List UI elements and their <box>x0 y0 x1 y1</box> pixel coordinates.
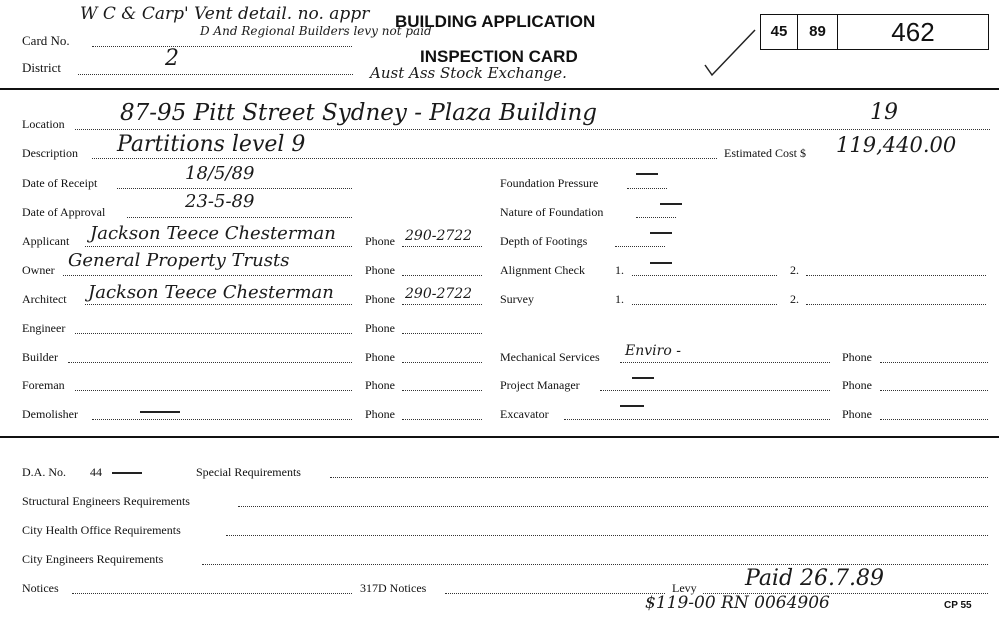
excavator-line <box>564 419 830 420</box>
header-rule <box>0 88 999 90</box>
location-label: Location <box>22 117 65 131</box>
engineer-phone-line <box>402 333 482 334</box>
applicant-label: Applicant <box>22 234 70 248</box>
engineer-phone-label: Phone <box>365 321 395 335</box>
checkmark-icon <box>700 25 760 80</box>
da-no-label: D.A. No. <box>22 465 66 479</box>
owner-value: General Property Trusts <box>68 250 290 271</box>
survey-two: 2. <box>790 292 799 306</box>
demolisher-phone-line <box>402 419 482 420</box>
demolisher-phone-label: Phone <box>365 407 395 421</box>
foundation-pressure-dash <box>636 173 658 175</box>
engineer-line <box>75 333 352 334</box>
date-receipt-line <box>117 188 352 189</box>
excavator-label: Excavator <box>500 407 549 421</box>
card-no-line <box>92 46 352 47</box>
alignment-check-dash <box>650 262 672 264</box>
nature-foundation-label: Nature of Foundation <box>500 205 604 219</box>
date-approval-value: 23-5-89 <box>185 191 255 212</box>
mechanical-services-value: Enviro - <box>625 343 681 359</box>
nature-foundation-line <box>636 217 676 218</box>
form-title: BUILDING APPLICATION <box>395 12 596 31</box>
date-approval-line <box>127 217 352 218</box>
mechanical-services-line <box>620 362 830 363</box>
handwritten-note-builders: D And Regional Builders levy not paid <box>200 24 432 38</box>
district-value: 2 <box>165 46 179 71</box>
structural-engineers-line <box>238 506 988 507</box>
survey-label: Survey <box>500 292 534 306</box>
applicant-phone-value: 290-2722 <box>405 228 473 244</box>
foreman-phone-label: Phone <box>365 378 395 392</box>
alignment-check-two: 2. <box>790 263 799 277</box>
alignment-check-line-2 <box>806 275 986 276</box>
owner-line <box>63 275 352 276</box>
applicant-line <box>85 246 352 247</box>
structural-engineers-label: Structural Engineers Requirements <box>22 494 190 508</box>
excavator-phone-label: Phone <box>842 407 872 421</box>
owner-phone-label: Phone <box>365 263 395 277</box>
architect-phone-label: Phone <box>365 292 395 306</box>
survey-line-2 <box>806 304 986 305</box>
excavator-dash <box>620 405 644 407</box>
nature-foundation-dash <box>660 203 682 205</box>
receipt-note: $119-00 RN 0064906 <box>645 593 830 613</box>
architect-label: Architect <box>22 292 67 306</box>
form-subtitle: INSPECTION CARD <box>420 47 578 66</box>
mechanical-phone-label: Phone <box>842 350 872 364</box>
applicant-phone-line <box>402 246 482 247</box>
card-no-label: Card No. <box>22 33 70 48</box>
da-no-dash <box>112 472 142 474</box>
handwritten-stock-exchange: Aust Ass Stock Exchange. <box>370 64 567 82</box>
foreman-line <box>75 390 352 391</box>
city-engineers-label: City Engineers Requirements <box>22 552 164 566</box>
handwritten-note-top: W C & Carp' Vent detail. no. appr <box>80 4 370 24</box>
levy-value: Paid 26.7.89 <box>745 566 885 591</box>
notices-label: Notices <box>22 581 59 595</box>
alignment-check-line-1 <box>632 275 777 276</box>
card-box-45: 45 <box>760 14 798 50</box>
description-label: Description <box>22 146 78 160</box>
builder-label: Builder <box>22 350 58 364</box>
owner-label: Owner <box>22 263 55 277</box>
depth-footings-line <box>615 246 665 247</box>
architect-phone-line <box>402 304 482 305</box>
mechanical-phone-line <box>880 362 988 363</box>
project-manager-phone-line <box>880 390 988 391</box>
demolisher-line <box>92 419 352 420</box>
section-rule <box>0 436 999 438</box>
depth-footings-dash <box>650 232 672 234</box>
district-line <box>78 74 353 75</box>
architect-value: Jackson Teece Chesterman <box>88 282 334 303</box>
estimated-cost-value: 119,440.00 <box>836 133 957 157</box>
estimated-cost-label: Estimated Cost $ <box>724 146 806 160</box>
levy-label: Levy <box>672 581 697 595</box>
excavator-phone-line <box>880 419 988 420</box>
notices-line <box>72 593 352 594</box>
special-requirements-label: Special Requirements <box>196 465 301 479</box>
foundation-pressure-label: Foundation Pressure <box>500 176 599 190</box>
demolisher-dash <box>140 411 180 413</box>
architect-phone-value: 290-2722 <box>405 286 473 302</box>
owner-phone-line <box>402 275 482 276</box>
applicant-value: Jackson Teece Chesterman <box>90 223 336 244</box>
engineer-label: Engineer <box>22 321 66 335</box>
city-engineers-line <box>202 564 988 565</box>
builder-phone-line <box>402 362 482 363</box>
da-no-value: 44 <box>90 465 102 479</box>
location-level: 19 <box>870 100 898 125</box>
special-requirements-line <box>330 477 988 478</box>
card-box-89: 89 <box>797 14 838 50</box>
builder-line <box>68 362 352 363</box>
location-value: 87-95 Pitt Street Sydney - Plaza Building <box>120 100 598 126</box>
project-manager-dash <box>632 377 654 379</box>
builder-phone-label: Phone <box>365 350 395 364</box>
foreman-phone-line <box>402 390 482 391</box>
alignment-check-label: Alignment Check <box>500 263 585 277</box>
date-approval-label: Date of Approval <box>22 205 106 219</box>
depth-footings-label: Depth of Footings <box>500 234 588 248</box>
project-manager-phone-label: Phone <box>842 378 872 392</box>
architect-line <box>85 304 352 305</box>
survey-one: 1. <box>615 292 624 306</box>
demolisher-label: Demolisher <box>22 407 78 421</box>
date-receipt-label: Date of Receipt <box>22 176 98 190</box>
foundation-pressure-line <box>627 188 667 189</box>
form-code: CP 55 <box>944 600 972 611</box>
description-line <box>92 158 717 159</box>
card-number: 462 <box>837 14 989 50</box>
project-manager-label: Project Manager <box>500 378 580 392</box>
applicant-phone-label: Phone <box>365 234 395 248</box>
date-receipt-value: 18/5/89 <box>185 163 255 184</box>
survey-line-1 <box>632 304 777 305</box>
description-value: Partitions level 9 <box>117 132 306 157</box>
notices-317d-line <box>445 593 665 594</box>
mechanical-services-label: Mechanical Services <box>500 350 600 364</box>
city-health-label: City Health Office Requirements <box>22 523 181 537</box>
location-line <box>75 129 990 130</box>
district-label: District <box>22 60 61 75</box>
foreman-label: Foreman <box>22 378 65 392</box>
alignment-check-one: 1. <box>615 263 624 277</box>
city-health-line <box>226 535 988 536</box>
notices-317d-label: 317D Notices <box>360 581 427 595</box>
project-manager-line <box>600 390 830 391</box>
